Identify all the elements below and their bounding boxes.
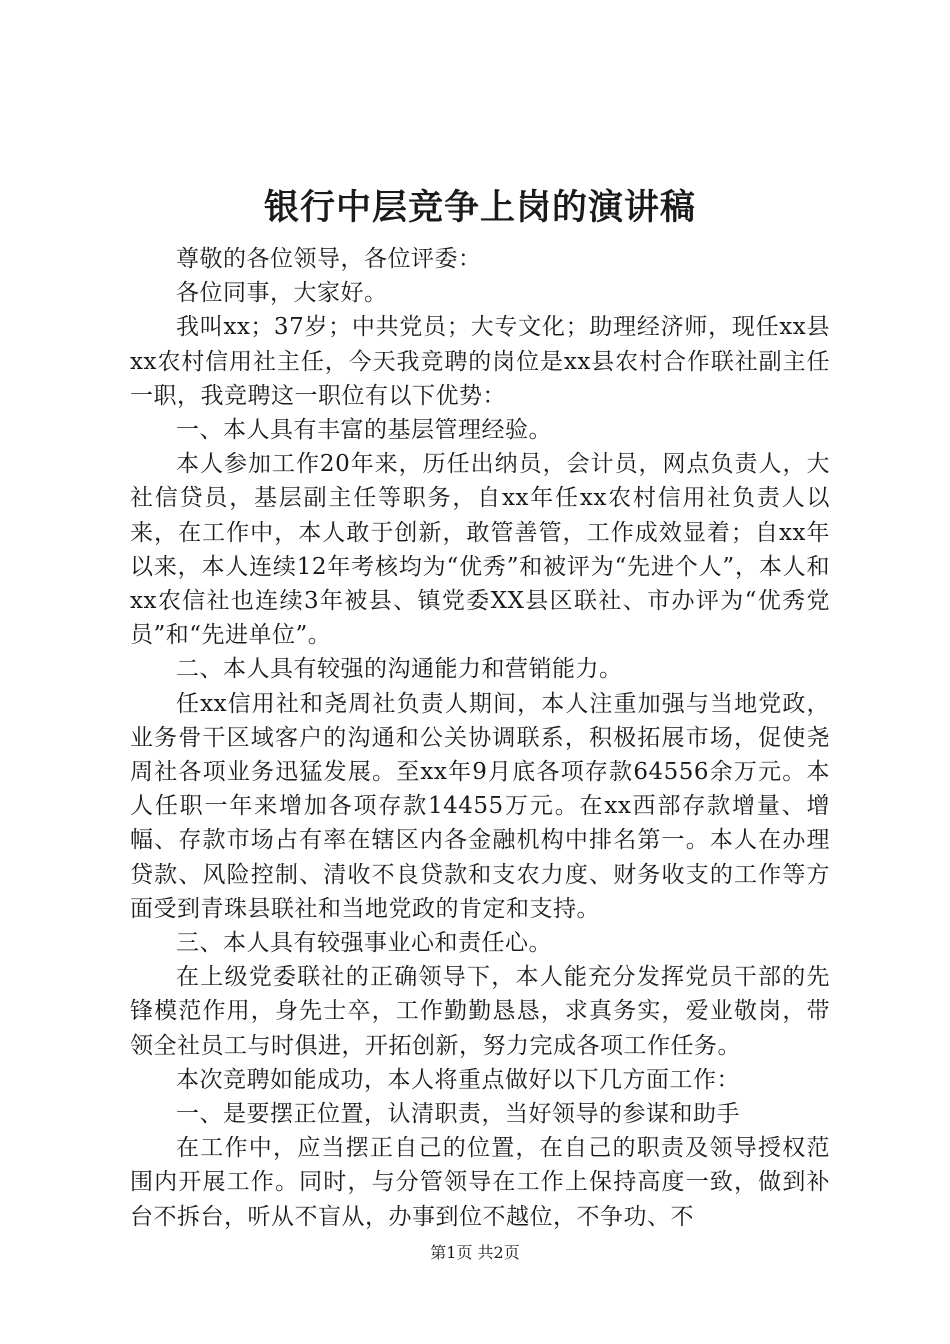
paragraph-plan-1: 在工作中，应当摆正自己的位置，在自己的职责及领导授权范围内开展工作。同时，与分管领导在工作上保持高度一致，做到补台不拆台，听从不盲从，办事到位不越位，不争功、不 <box>130 1135 830 1230</box>
heading-plan-1: 一、是要摆正位置，认清职责，当好领导的参谋和助手 <box>176 1101 740 1128</box>
paragraph-greeting: 尊敬的各位领导，各位评委： <box>176 246 482 272</box>
heading-advantage-1: 一、本人具有丰富的基层管理经验。 <box>176 417 552 444</box>
document-title: 银行中层竞争上岗的演讲稿 <box>263 188 696 228</box>
paragraph-self-intro: 我叫xx；37岁；中共党员；大专文化；助理经济师，现任xx县xx农村信用社主任，今天我竞聘的岗位是xx县农村合作联社副主任一职，我竞聘这一职位有以下优势： <box>130 314 830 409</box>
paragraph-advantage-3: 在上级党委联社的正确领导下，本人能充分发挥党员干部的先锋模范作用，身先士卒，工作勤勤恳恳，求真务实，爱业敬岗，带领全社员工与时俱进，开拓创新，努力完成各项工作任务。 <box>130 964 830 1059</box>
paragraph-advantage-1: 本人参加工作20年来，历任出纳员，会计员，网点负责人，大社信贷员，基层副主任等职务，自xx年任xx农村信用社负责人以来，在工作中，本人敢于创新，敢管善管，工作成效显着；自xx年以来，本人连续12年考核均为“优秀”和被评为“先进个人”，本人和xx农信社也连续3年被县、镇党委XX县区联社、市办评为“优秀党员”和“先进单位”。 <box>130 451 830 649</box>
paragraph-plan-intro: 本次竞聘如能成功，本人将重点做好以下几方面工作： <box>176 1066 740 1093</box>
paragraph-hello: 各位同事，大家好。 <box>176 280 388 307</box>
heading-advantage-2: 二、本人具有较强的沟通能力和营销能力。 <box>176 656 623 683</box>
page-footer: 第1页 共2页 <box>430 1243 520 1262</box>
document-body <box>130 242 830 1234</box>
document-page <box>130 180 830 1234</box>
paragraph-advantage-2: 任xx信用社和尧周社负责人期间，本人注重加强与当地党政，业务骨干区域客户的沟通和公关协调联系，积极拓展市场，促使尧周社各项业务迅猛发展。至xx年9月底各项存款64556余万元。本人任职一年来增加各项存款14455万元。在xx西部存款增量、增幅、存款市场占有率在辖区内各金融机构中排名第一。本人在办理贷款、风险控制、清收不良贷款和支农力度、财务收支的工作等方面受到青珠县联社和当地党政的肯定和支持。 <box>130 690 830 922</box>
heading-advantage-3: 三、本人具有较强事业心和责任心。 <box>176 930 552 957</box>
